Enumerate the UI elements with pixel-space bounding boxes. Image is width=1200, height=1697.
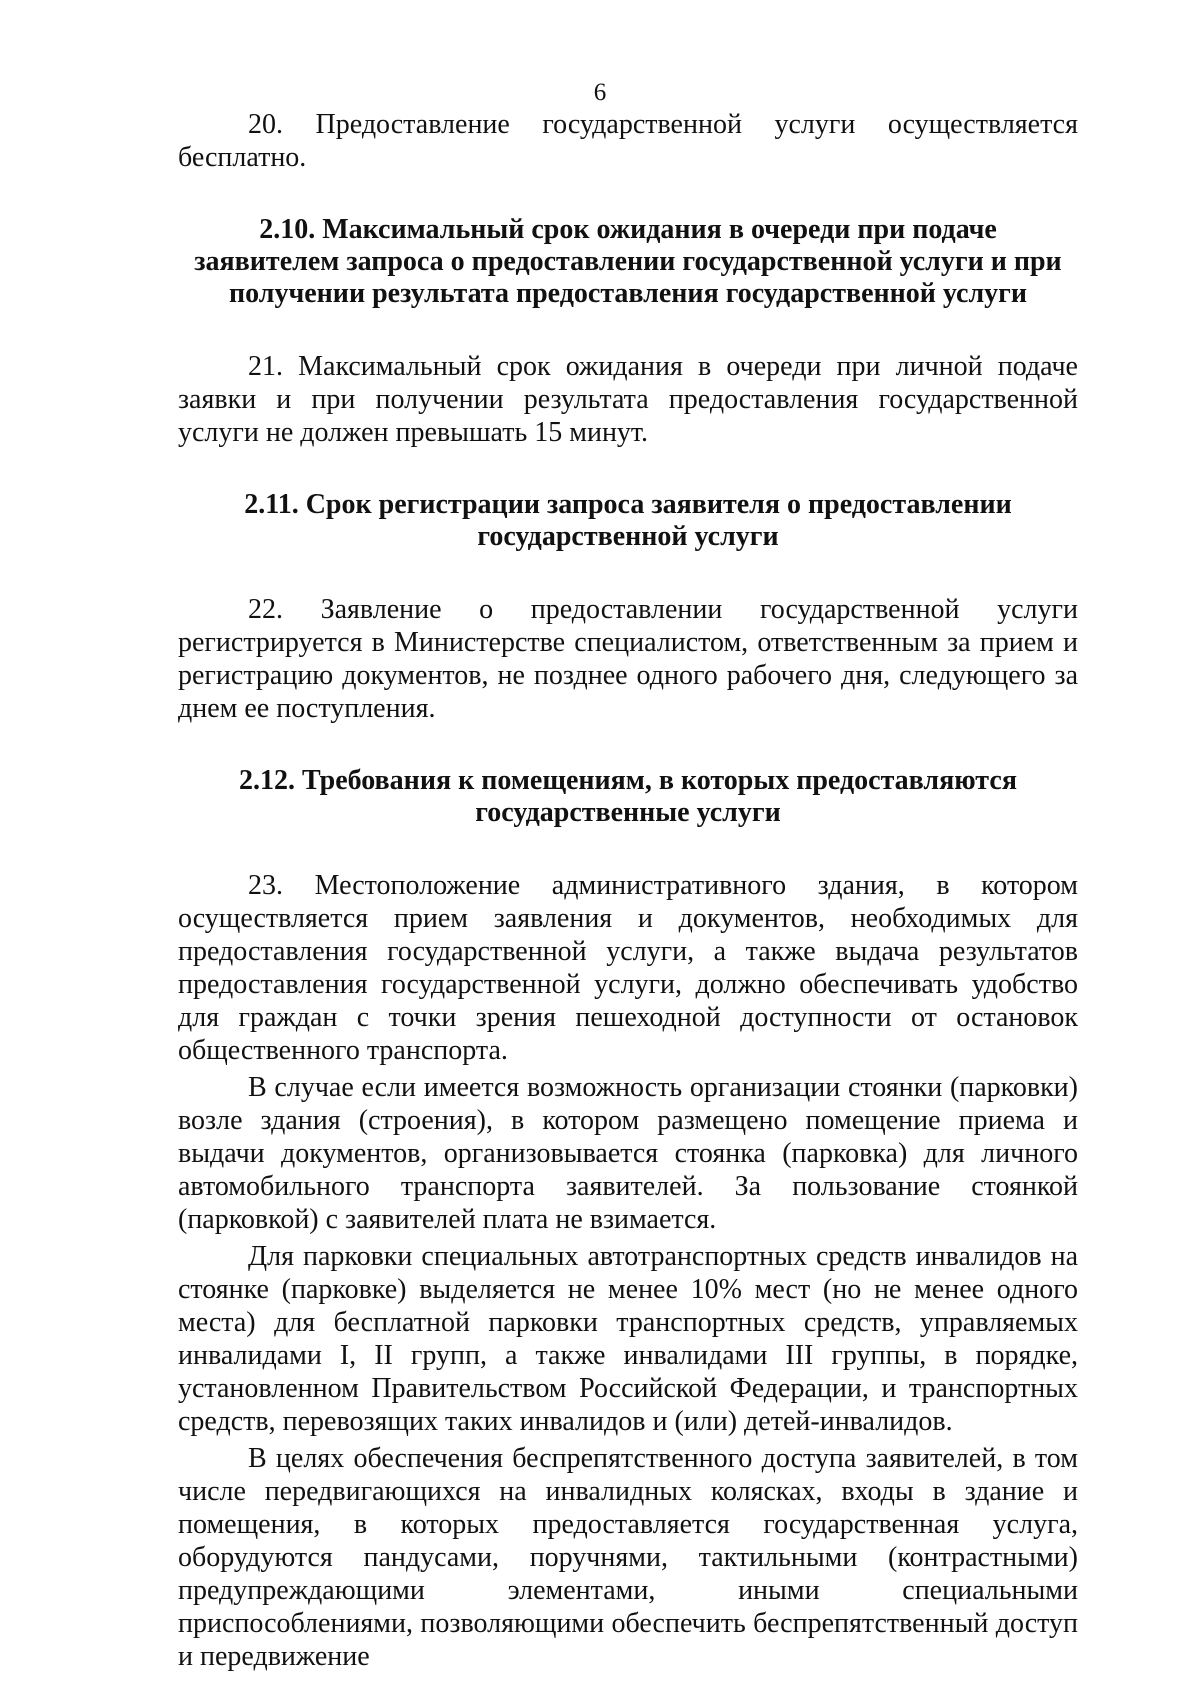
document-body <box>178 108 1078 1673</box>
paragraph-22: 22. Заявление о предоставлении государственной услуги регистрируется в Министерстве специалистом, ответственным за прием и регистрацию документов, не позднее одного рабочего дня, следующего за днем ее поступления. <box>178 594 1078 724</box>
paragraph-accessibility: В целях обеспечения беспрепятственного доступа заявителей, в том числе передвигающихся на инвалидных колясках, входы в здание и помещения, в которых предоставляется государственная услуга, оборудуются пандусами, поручнями, тактильными (контрастными) предупреждающими элементами, иными специальными приспособлениями, позволяющими обеспечить беспрепятственный доступ и передвижение <box>178 1443 1078 1672</box>
paragraph-parking: В случае если имеется возможность организации стоянки (парковки) возле здания (строения), в котором размещено помещение приема и выдачи документов, организовывается стоянка (парковка) для личного автомобильного транспорта заявителей. За пользование стоянкой (парковкой) с заявителей плата не взимается. <box>178 1072 1078 1235</box>
paragraph-23: 23. Местоположение административного здания, в котором осуществляется прием заявления и документов, необходимых для предоставления государственной услуги, а также выдача результатов предоставления государственной услуги, должно обеспечивать удобство для граждан с точки зрения пешеходной доступности от остановок общественного транспорта. <box>178 870 1078 1066</box>
section-heading-2-11: 2.11. Срок регистрации запроса заявителя о предоставлении государственной услуги <box>244 489 1012 552</box>
section-heading-2-10: 2.10. Максимальный срок ожидания в очереди при подаче заявителем запроса о предоставлении государственной услуги и при получении результата предоставления государственной услуги <box>194 214 1062 309</box>
page-number: 6 <box>593 79 607 106</box>
paragraph-20: 20. Предоставление государственной услуги осуществляется бесплатно. <box>178 109 1078 173</box>
paragraph-disabled-parking: Для парковки специальных автотранспортных средств инвалидов на стоянке (парковке) выделяется не менее 10% мест (но не менее одного места) для бесплатной парковки транспортных средств, управляемых инвалидами I, II групп, а также инвалидами III группы, в порядке, установленном Правительством Российской Федерации, и транспортных средств, перевозящих таких инвалидов и (или) детей-инвалидов. <box>178 1241 1078 1437</box>
paragraph-21: 21. Максимальный срок ожидания в очереди при личной подаче заявки и при получении результата предоставления государственной услуги не должен превышать 15 минут. <box>178 351 1078 448</box>
section-heading-2-12: 2.12. Требования к помещениям, в которых предоставляются государственные услуги <box>239 765 1017 828</box>
